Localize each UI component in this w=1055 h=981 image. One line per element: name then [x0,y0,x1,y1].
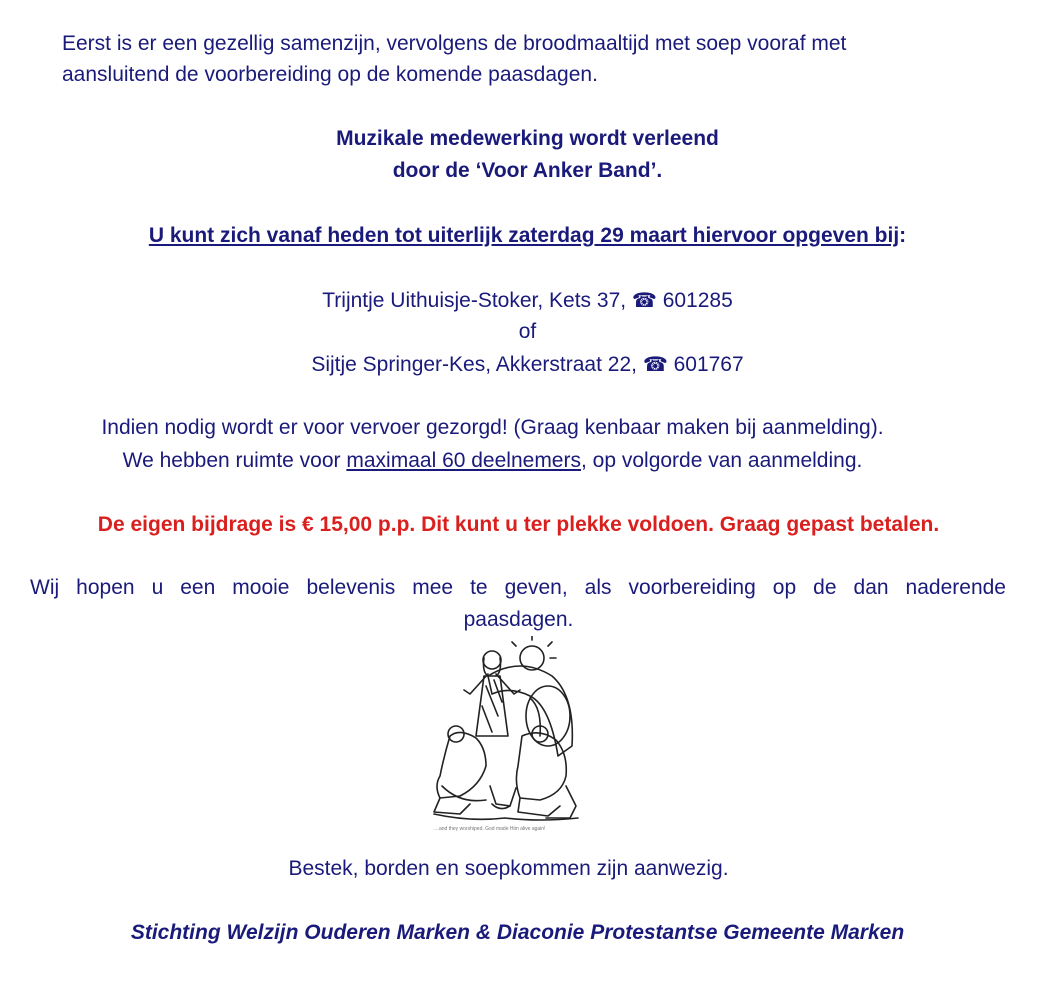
transport-line-1: Indien nodig wordt er voor vervoer gezorgd! (Graag kenbaar maken bij aanmelding). [101,416,884,439]
wish-line-1: Wij hopen u een mooie belevenis mee te geven, als voorbereiding op de dan naderende [30,576,1006,599]
contribution-notice: De eigen bijdrage is € 15,00 p.p. Dit kunt u ter plekke voldoen. Graag gepast betalen. [97,513,940,536]
signup-heading-colon: : [899,224,907,247]
ground-line [434,814,578,820]
intro-line-2: aansluitend de voorbereiding op de komende paasdagen. [62,63,598,86]
music-line-2: door de ‘Voor Anker Band’. [392,159,663,182]
contact-line-2 [0,350,1055,379]
transport-line-2-post: , op volgorde van aanmelding. [580,449,863,472]
illustration-caption: …and they worshiped. God made Him alive again! [434,826,546,832]
resurrection-coloring-illustration [430,636,580,838]
wish-line-2: paasdagen. [463,608,574,631]
cutlery-notice: Bestek, borden en soepkommen zijn aanwezig. [288,857,729,880]
contact-1-address: Trijntje Uithuisje-Stoker, Kets 37, [322,289,627,312]
max-participants: maximaal 60 deelnemers [346,449,581,472]
footer-organization: Stichting Welzijn Ouderen Marken & Diaconie Protestantse Gemeente Marken [130,921,905,944]
music-line-1: Muzikale medewerking wordt verleend [336,127,719,150]
phone-icon: ☎ [631,288,657,312]
contact-2-address: Sijtje Springer-Kes, Akkerstraat 22, [311,353,637,376]
transport-line-2-pre: We hebben ruimte voor [122,449,347,472]
signup-heading-text: U kunt zich vanaf heden tot uiterlijk zaterdag 29 maart hiervoor opgeven bij [148,224,900,247]
contact-line-1 [0,286,1055,315]
signup-heading [0,222,1055,250]
phone-icon: ☎ [642,352,668,376]
transport-line-2 [0,447,985,475]
intro-line-1: Eerst is er een gezellig samenzijn, vervolgens de broodmaaltijd met soep vooraf met [62,32,847,55]
contact-1-phone: 601285 [662,289,733,312]
contacts-or: of [518,320,537,343]
kneeling-figure-right [516,733,566,800]
figure-robe [476,676,508,736]
figure-head [483,651,501,669]
contact-2-phone: 601767 [673,353,744,376]
